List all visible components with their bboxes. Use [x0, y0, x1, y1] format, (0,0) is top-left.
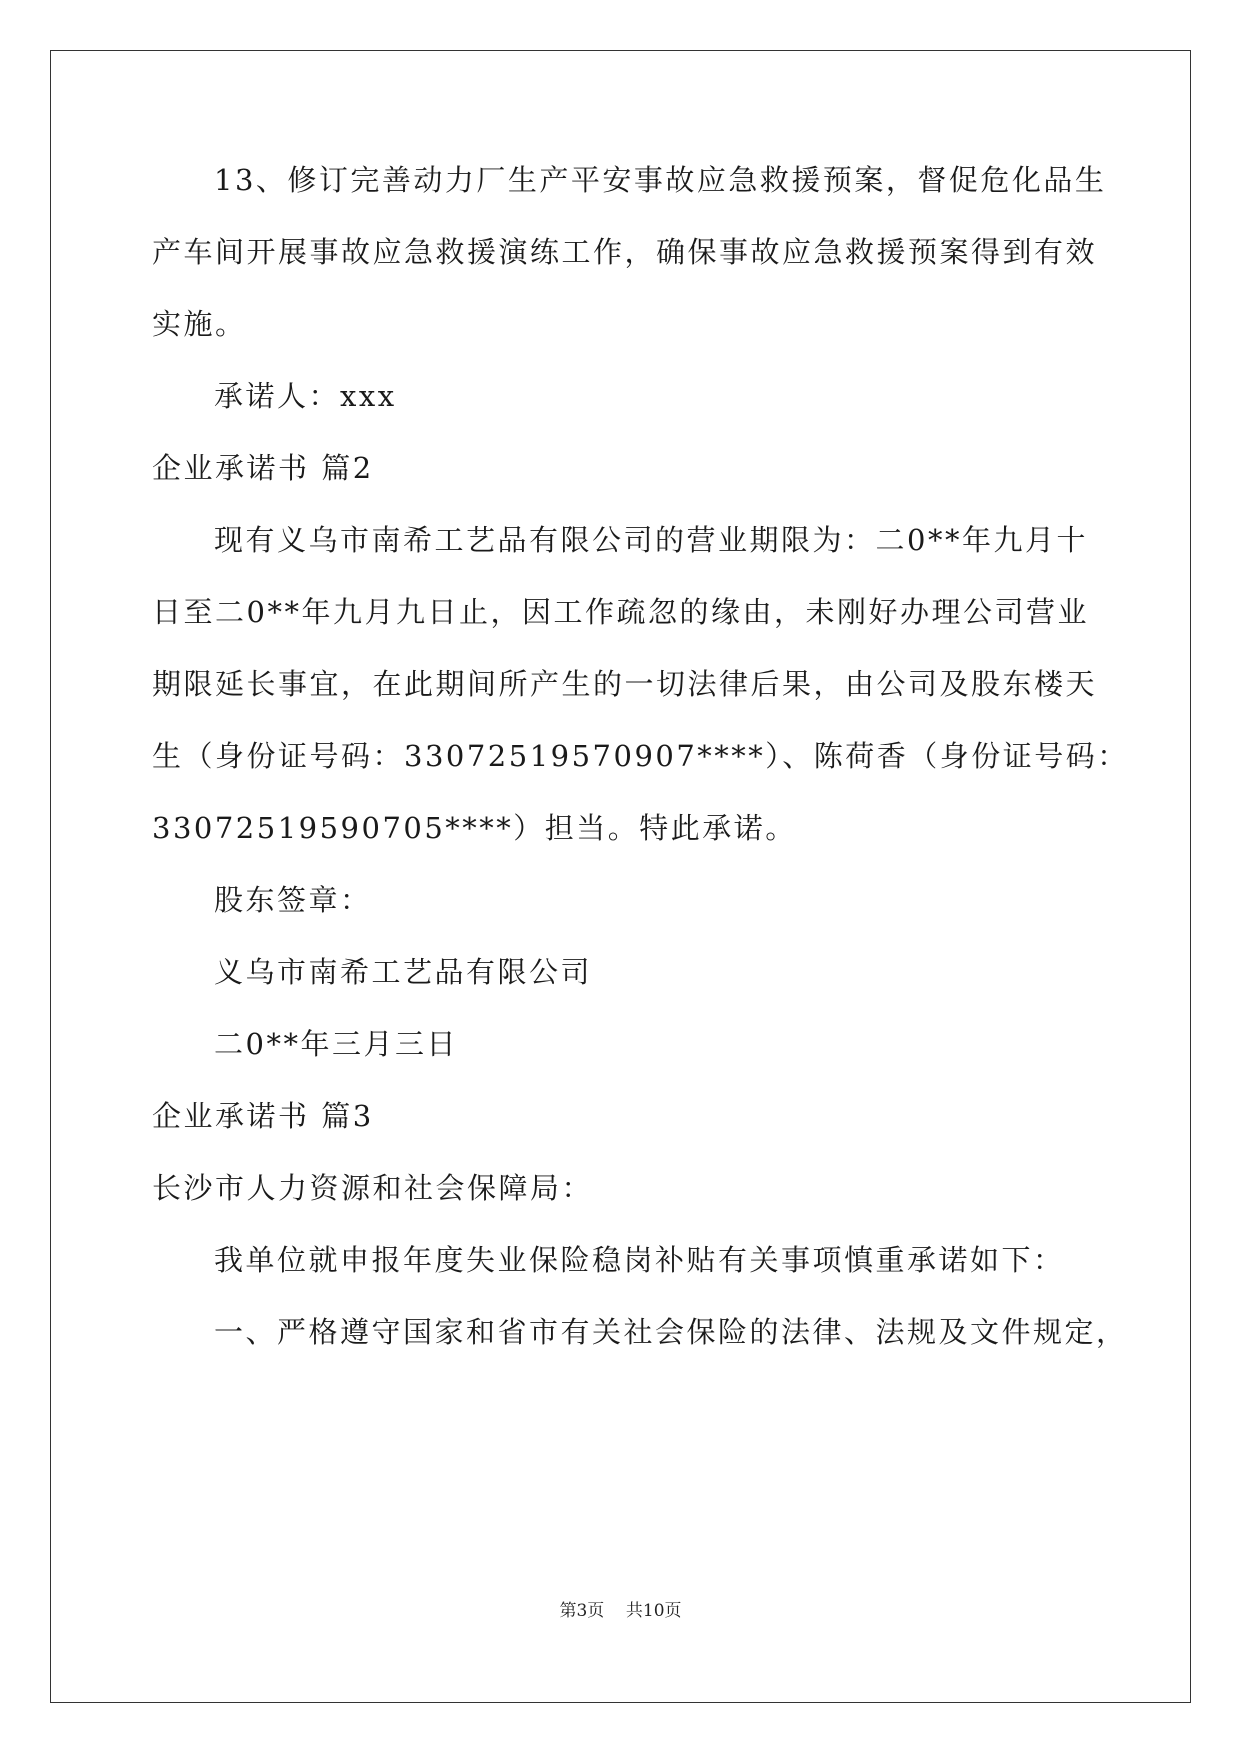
paragraph-line: 期限延长事宜，在此期间所产生的一切法律后果，由公司及股东楼天: [152, 667, 1098, 701]
signature-line: 承诺人：xxx: [214, 379, 397, 413]
addressee: 长沙市人力资源和社会保障局：: [152, 1171, 594, 1205]
page-footer: [0, 1596, 1241, 1621]
paragraph-line: 一、严格遵守国家和省市有关社会保险的法律、法规及文件规定，: [214, 1315, 1128, 1349]
paragraph-line: 我单位就申报年度失业保险稳岗补贴有关事项慎重承诺如下：: [214, 1243, 1065, 1277]
page-border: [50, 50, 1191, 1703]
paragraph-line: 现有义乌市南希工艺品有限公司的营业期限为：二0**年九月十: [214, 523, 1088, 557]
page-number: 第3页 共10页: [559, 1601, 682, 1621]
section-heading: 企业承诺书 篇3: [152, 1099, 374, 1133]
section-heading: 企业承诺书 篇2: [152, 451, 374, 485]
paragraph-line: 实施。: [152, 307, 247, 341]
signature-label: 股东签章：: [214, 883, 372, 917]
paragraph-line: 产车间开展事故应急救援演练工作，确保事故应急救援预案得到有效: [152, 235, 1098, 269]
document-date: 二0**年三月三日: [214, 1027, 458, 1061]
paragraph-line: 33072519590705****）担当。特此承诺。: [152, 811, 797, 845]
paragraph-line: 13、修订完善动力厂生产平安事故应急救援预案，督促危化品生: [214, 163, 1107, 197]
paragraph-line: 生（身份证号码：33072519570907****）、陈荷香（身份证号码：: [152, 739, 1129, 773]
paragraph-line: 日至二0**年九月九日止，因工作疏忽的缘由，未刚好办理公司营业: [152, 595, 1089, 629]
company-name: 义乌市南希工艺品有限公司: [214, 955, 593, 989]
